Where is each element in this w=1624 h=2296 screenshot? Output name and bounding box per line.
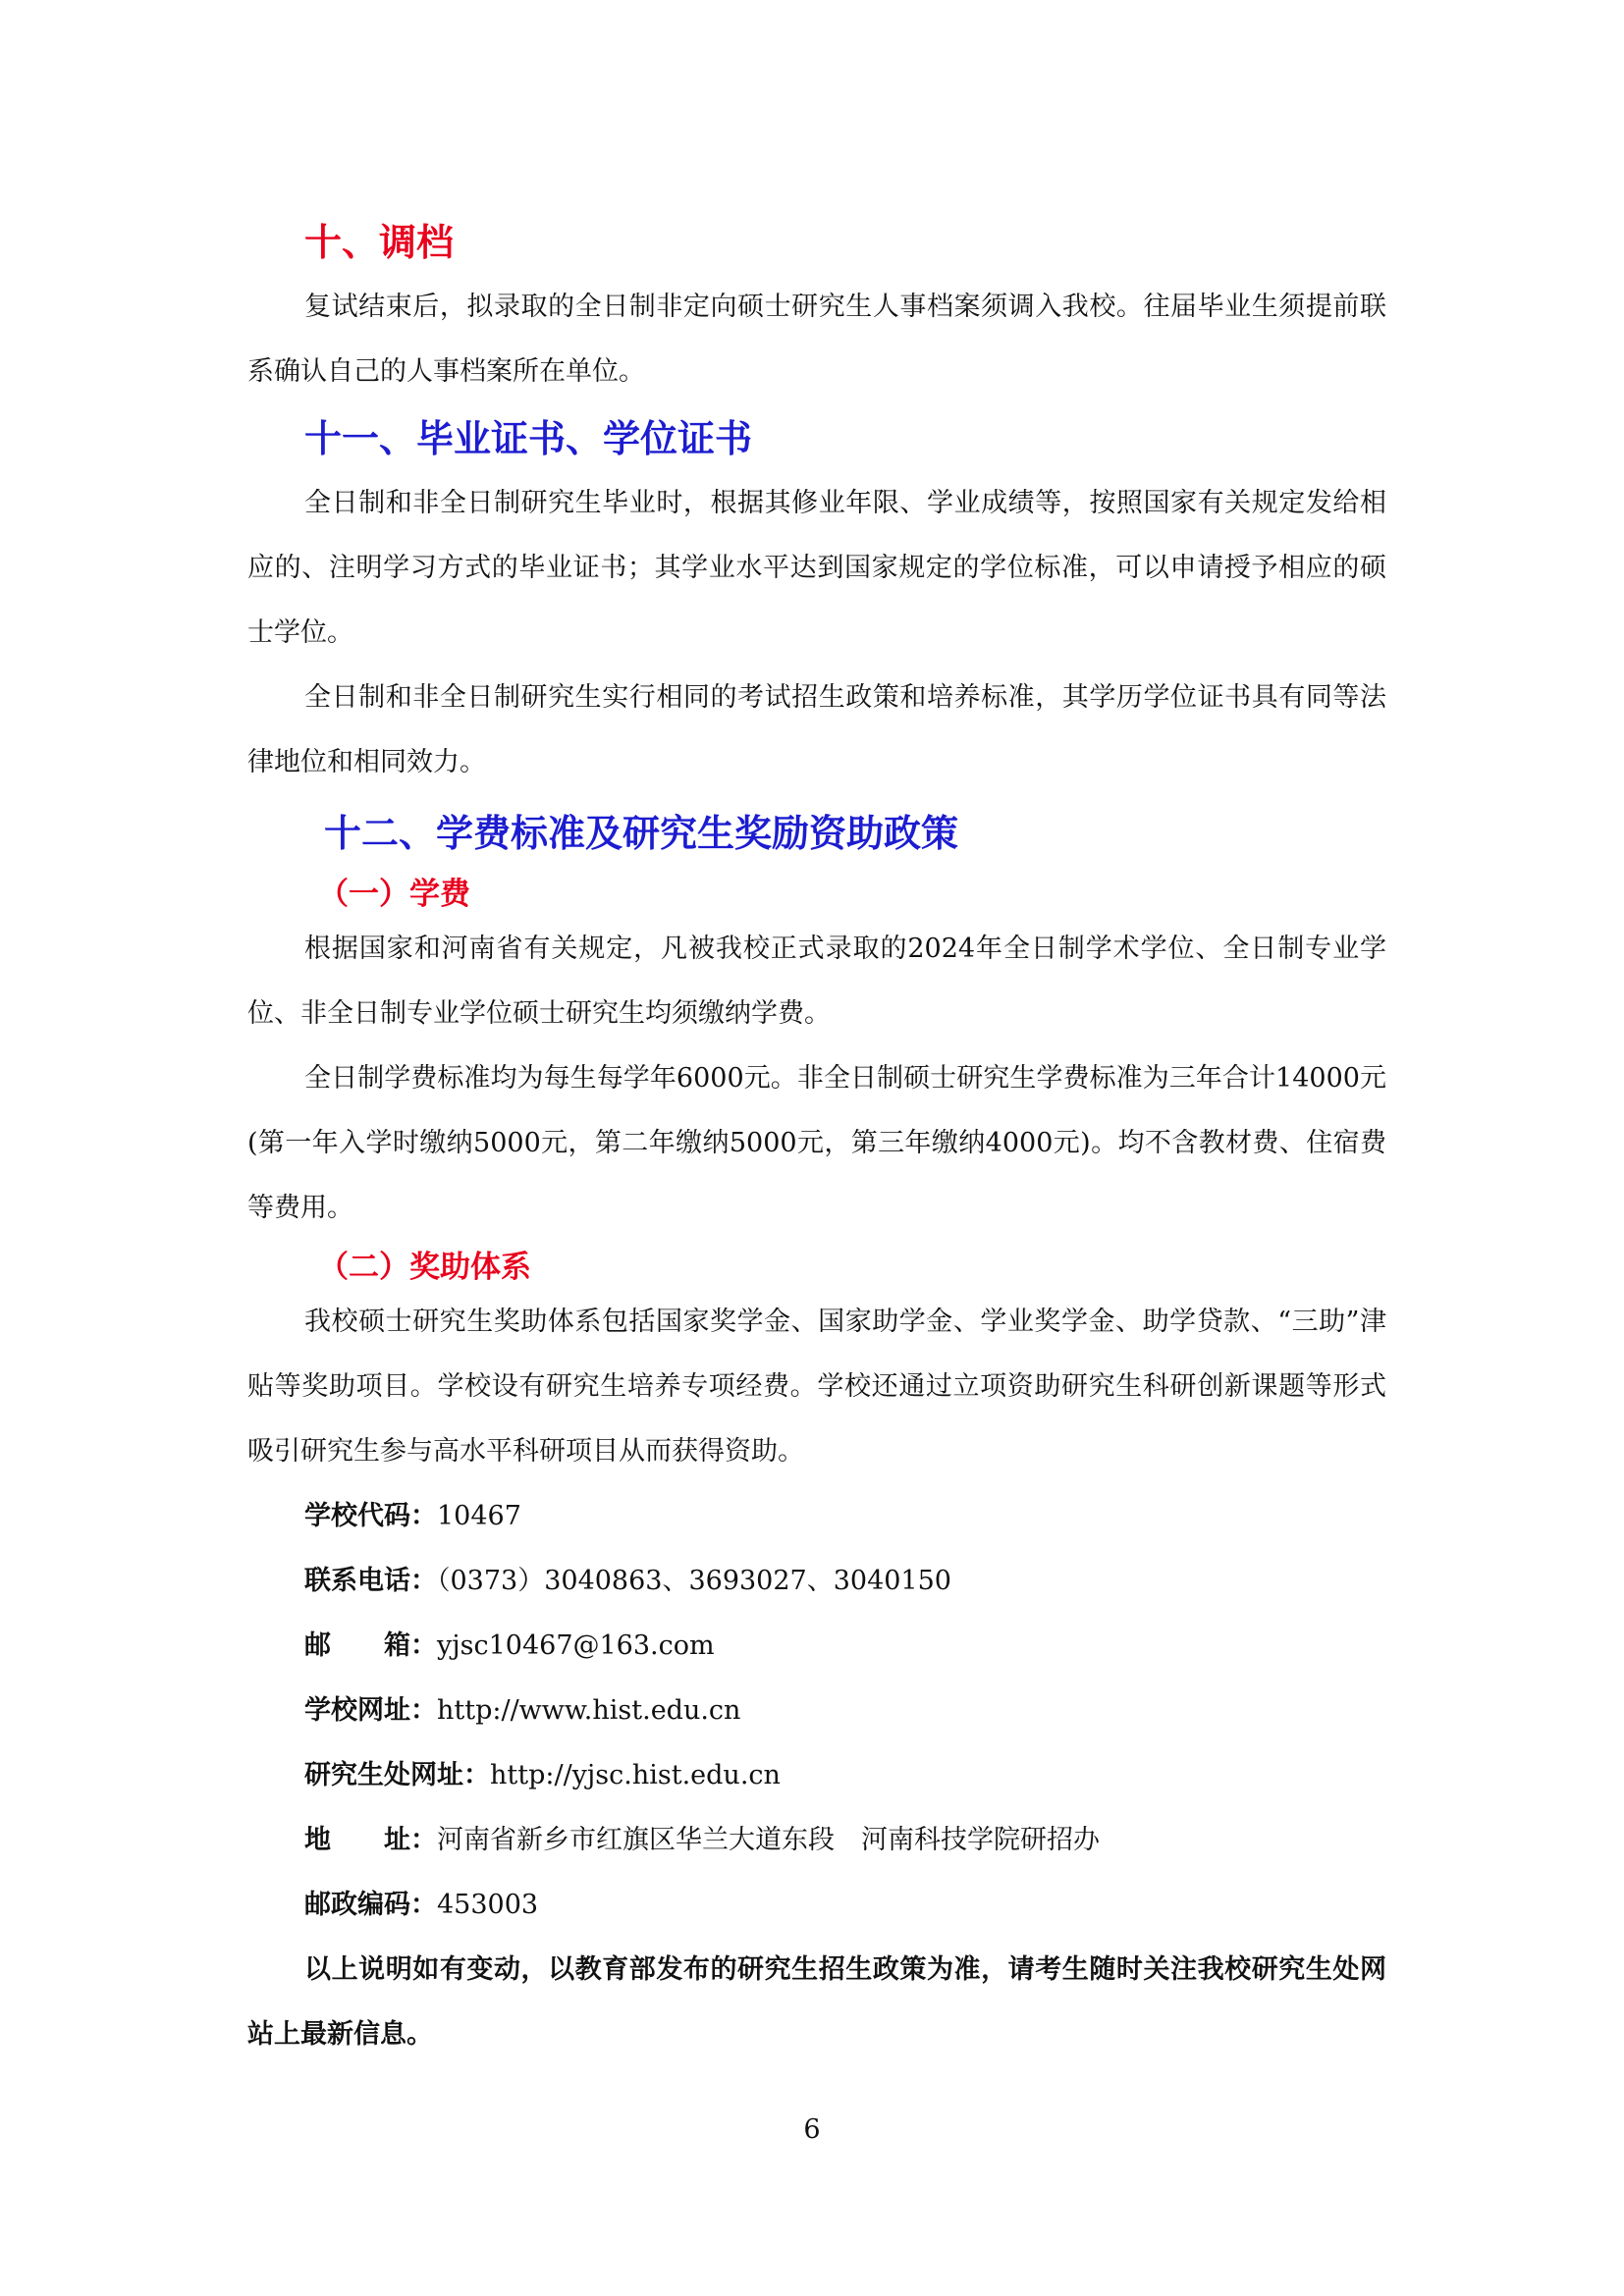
subsection-heading-tuition: （一）学费 (318, 877, 470, 912)
contact-label: 学校代码： (304, 1501, 437, 1531)
closing-notice: 以上说明如有变动，以教育部发布的研究生招生政策为准，请考生随时关注我校研究生处网站上最新信息。 (247, 1954, 1386, 2050)
section-heading-transfer-file: 十、调档 (304, 221, 455, 264)
page-number: 6 (803, 2114, 821, 2145)
contact-label: 联系电话： (304, 1566, 437, 1596)
contact-school-website (247, 1679, 1386, 1743)
paragraph: 全日制和非全日制研究生实行相同的考试招生政策和培养标准，其学历学位证书具有同等法律地位和相同效力。 (247, 682, 1386, 777)
section-heading-tuition-and-aid: 十二、学费标准及研究生奖励资助政策 (324, 812, 959, 855)
page-content (247, 218, 1386, 2067)
contact-email (247, 1614, 1386, 1679)
paragraph: 我校硕士研究生奖助体系包括国家奖学金、国家助学金、学业奖学金、助学贷款、“三助”津贴等奖助项目。学校设有研究生培养专项经费。学校还通过立项资助研究生科研创新课题等形式吸引研究生参与高水平科研项目从而获得资助。 (247, 1307, 1386, 1467)
contact-value: 453003 (437, 1890, 539, 1920)
email-link[interactable]: yjsc10467@163.com (437, 1630, 715, 1661)
contact-label: 学校网址： (304, 1695, 437, 1726)
contact-value: 10467 (437, 1501, 521, 1531)
subsection-heading-aid-system: （二）奖助体系 (318, 1250, 531, 1285)
contact-school-code (247, 1484, 1386, 1549)
contact-label: 邮 箱： (304, 1630, 437, 1661)
contact-label: 邮政编码： (304, 1890, 437, 1920)
paragraph: 根据国家和河南省有关规定，凡被我校正式录取的2024年全日制学术学位、全日制专业学位、非全日制专业学位硕士研究生均须缴纳学费。 (247, 934, 1386, 1029)
contact-grad-website (247, 1743, 1386, 1808)
paragraph: 全日制和非全日制研究生毕业时，根据其修业年限、学业成绩等，按照国家有关规定发给相应的、注明学习方式的毕业证书；其学业水平达到国家规定的学位标准，可以申请授予相应的硕士学位。 (247, 488, 1386, 648)
contact-phone (247, 1549, 1386, 1614)
paragraph: 全日制学费标准均为每生每学年6000元。非全日制硕士研究生学费标准为三年合计14000元(第一年入学时缴纳5000元，第二年缴纳5000元，第三年缴纳4000元)。均不含教材费、住宿费等费用。 (247, 1063, 1386, 1223)
contact-value: （0373）3040863、3693027、3040150 (437, 1566, 951, 1596)
paragraph: 复试结束后，拟录取的全日制非定向硕士研究生人事档案须调入我校。往届毕业生须提前联系确认自己的人事档案所在单位。 (247, 292, 1386, 387)
contact-postcode (247, 1873, 1386, 1938)
contact-address (247, 1808, 1386, 1873)
school-website-link[interactable]: http://www.hist.edu.cn (437, 1695, 741, 1726)
contact-label: 地 址： (304, 1825, 437, 1855)
contact-value: 河南省新乡市红旗区华兰大道东段 河南科技学院研招办 (437, 1825, 1100, 1855)
section-heading-certificates: 十一、毕业证书、学位证书 (304, 417, 753, 460)
contact-label: 研究生处网址： (304, 1760, 490, 1790)
grad-office-website-link[interactable]: http://yjsc.hist.edu.cn (490, 1760, 781, 1790)
